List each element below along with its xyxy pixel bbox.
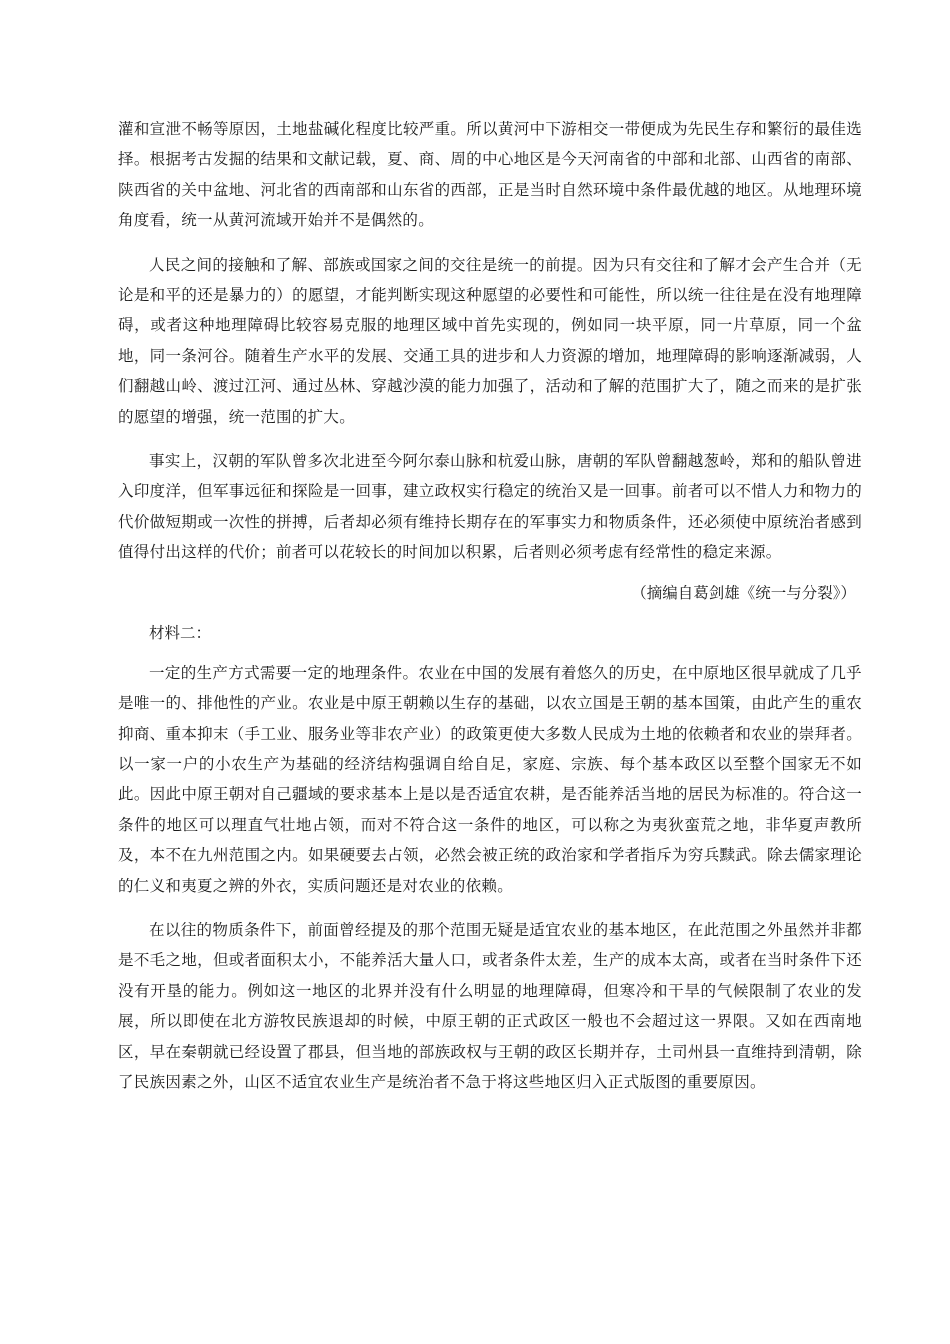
paragraph-gap bbox=[118, 432, 862, 446]
source-citation: （摘编自葛剑雄《统一与分裂》） bbox=[631, 583, 856, 602]
paragraph-military-expeditions: 事实上，汉朝的军队曾多次北进至今阿尔泰山脉和杭爱山脉，唐朝的军队曾翻越葱岭，郑和的船队曾进入印度洋，但军事远征和探险是一回事，建立政权实行稳定的统治又是一回事。前者可以不惜人力和物力的代价做短期或一次性的拼搏，后者却必须有维持长期存在的军事实力和物质条件，还必须使中原统治者感到值得付出这样的代价；前者可以花较长的时间加以积累，后者则必须考虑有经常性的稳定来源。 bbox=[118, 452, 862, 562]
paragraph-gap bbox=[118, 236, 862, 250]
paragraph-gap bbox=[118, 648, 862, 658]
paragraph-material-conditions: 在以往的物质条件下，前面曾经提及的那个范围无疑是适宜农业的基本地区，在此范围之外虽然并非都是不毛之地，但或者面积太小，不能养活大量人口，或者条件太差，生产的成本太高，或者在当时条件下还没有开垦的能力。例如这一地区的北界并没有什么明显的地理障碍，但寒冷和干旱的气候限制了农业的发展，所以即使在北方游牧民族退却的时候，中原王朝的正式政区一般也不会超过这一界限。又如在西南地区，早在秦朝就已经设置了郡县，但当地的部族政权与王朝的政区长期并存，土司州县一直维持到清朝，除了民族因素之外，山区不适宜农业生产是统治者不急于将这些地区归入正式版图的重要原因。 bbox=[118, 920, 862, 1091]
paragraph-continuation: 灌和宣泄不畅等原因，土地盐碱化程度比较严重。所以黄河中下游相交一带便成为先民生存和繁衍的最佳选择。根据考古发掘的结果和文献记载，夏、商、周的中心地区是今天河南省的中部和北部、山西省的南部、陕西省的关中盆地、河北省的西南部和山东省的西部，正是当时自然环境中条件最优越的地区。从地理环境角度看，统一从黄河流域开始并不是偶然的。 bbox=[118, 120, 862, 230]
paragraph-gap bbox=[118, 608, 862, 618]
paragraph-gap bbox=[118, 568, 862, 578]
paragraph-gap bbox=[118, 901, 862, 915]
material-two-heading: 材料二： bbox=[149, 623, 212, 642]
paragraph-agriculture-geography: 一定的生产方式需要一定的地理条件。农业在中国的发展有着悠久的历史，在中原地区很早就成了几乎是唯一的、排他性的产业。农业是中原王朝赖以生存的基础，以农立国是王朝的基本国策，由此产生的重农抑商、重本抑末（手工业、服务业等非农产业）的政策更使大多数人民成为土地的依赖者和农业的崇拜者。以一家一户的小农生产为基础的经济结构强调自给自足，家庭、宗族、每个基本政区以至整个国家无不如此。因此中原王朝对自己疆域的要求基本上是以是否适宜农耕，是否能养活当地的居民为标准的。符合这一条件的地区可以理直气壮地占领，而对不符合这一条件的地区，可以称之为夷狄蛮荒之地，非华夏声教所及，本不在九州范围之内。如果硬要去占领，必然会被正统的政治家和学者指斥为穷兵黩武。除去儒家理论的仁义和夷夏之辨的外衣，实质问题还是对农业的依赖。 bbox=[118, 663, 862, 895]
document-body bbox=[118, 114, 862, 1097]
paragraph-contact-and-unification: 人民之间的接触和了解、部族或国家之间的交往是统一的前提。因为只有交往和了解才会产生合并（无论是和平的还是暴力的）的愿望，才能判断实现这种愿望的必要性和可能性，所以统一往往是在没有地理障碍，或者这种地理障碍比较容易克服的地理区域中首先实现的，例如同一块平原，同一片草原，同一个盆地，同一条河谷。随着生产水平的发展、交通工具的进步和人力资源的增加，地理障碍的影响逐渐减弱，人们翻越山岭、渡过江河、通过丛林、穿越沙漠的能力加强了，活动和了解的范围扩大了，随之而来的是扩张的愿望的增强，统一范围的扩大。 bbox=[118, 255, 862, 426]
